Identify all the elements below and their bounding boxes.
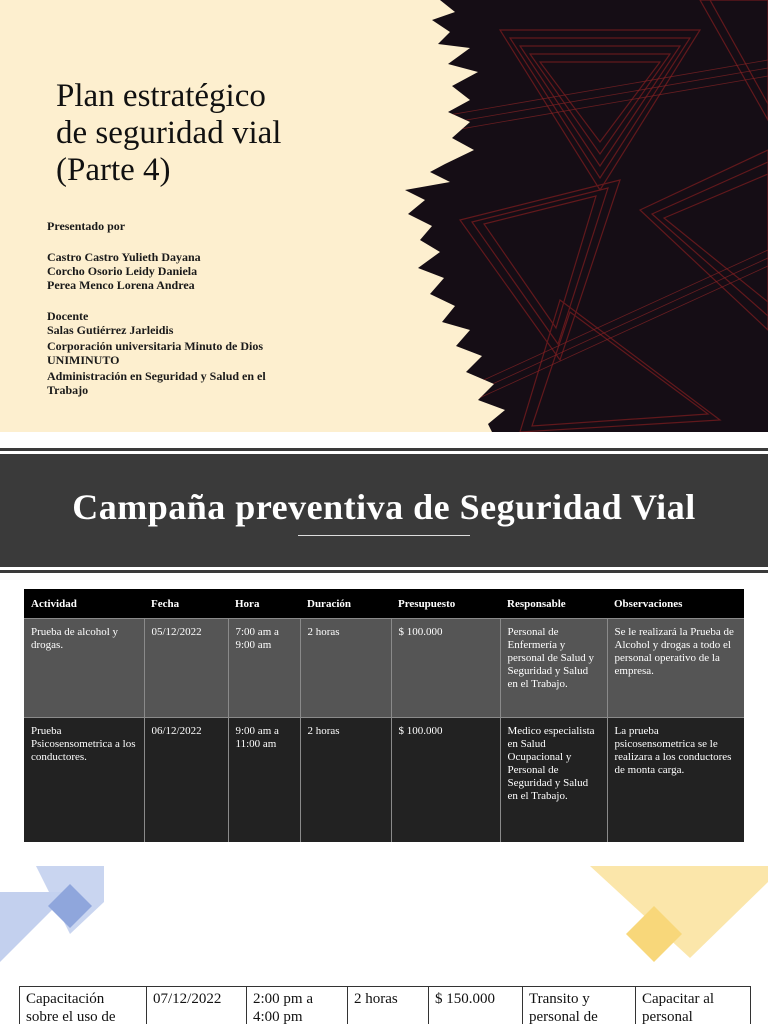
table-cell: 9:00 am a 11:00 am [228, 718, 300, 843]
title-line: Plan estratégico [56, 78, 266, 114]
table-cell: Capacitación sobre el uso de [20, 987, 147, 1024]
program-line: Administración en Seguridad y Salud en el [47, 369, 266, 383]
table-cell: Se le realizará la Prueba de Alcohol y drogas a todo el personal operativo de la empresa. [607, 619, 744, 718]
title-banner [0, 454, 768, 567]
student-name: Corcho Osorio Leidy Daniela [47, 264, 198, 278]
table-cell: La prueba psicosensometrica se le realizara a los conductores de monta carga. [607, 718, 744, 843]
institution-short: UNIMINUTO [47, 353, 120, 367]
title-line: (Parte 4) [56, 152, 171, 188]
table-cell: Medico especialista en Salud Ocupacional y Personal de Seguridad y Salud en el Trabajo. [500, 718, 607, 843]
table-row [20, 987, 751, 1024]
yellow-diamond-shape [590, 866, 768, 958]
institution-name: Corporación universitaria Minuto de Dios [47, 339, 263, 353]
table-cell: Prueba de alcohol y drogas. [24, 619, 144, 718]
title-slide [0, 0, 768, 432]
divider-line [0, 448, 768, 451]
column-header: Fecha [144, 589, 228, 619]
campaign-table [24, 589, 744, 842]
column-header: Observaciones [607, 589, 744, 619]
slide-title: Campaña preventiva de Seguridad Vial [72, 487, 696, 527]
table-cell: Capacitar al personal [636, 987, 751, 1024]
teacher-label: Docente [47, 309, 89, 323]
training-table [19, 986, 751, 1024]
title-underline [298, 535, 470, 536]
campaign-slide [0, 444, 768, 840]
table-header-row [24, 589, 744, 619]
student-name: Perea Menco Lorena Andrea [47, 278, 195, 292]
column-header: Responsable [500, 589, 607, 619]
title-line: de seguridad vial [56, 115, 282, 151]
table-cell: Personal de Enfermería y personal de Salud y Seguridad y Salud en el Trabajo. [500, 619, 607, 718]
column-header: Presupuesto [391, 589, 500, 619]
table-cell: 2 horas [300, 718, 391, 843]
divider-line [0, 570, 768, 573]
training-slide [0, 862, 768, 1024]
column-header: Hora [228, 589, 300, 619]
teacher-name: Salas Gutiérrez Jarleidis [47, 323, 174, 337]
table-row [24, 718, 744, 843]
table-cell: $ 100.000 [391, 619, 500, 718]
table-cell: $ 100.000 [391, 718, 500, 843]
program-line: Trabajo [47, 383, 89, 397]
presented-by-label: Presentado por [47, 219, 126, 233]
table-cell: 2 horas [348, 987, 429, 1024]
table-cell: 07/12/2022 [147, 987, 247, 1024]
table-cell: 2:00 pm a 4:00 pm [247, 987, 348, 1024]
table-cell: Prueba Psicosensometrica a los conductores. [24, 718, 144, 843]
table-cell: 2 horas [300, 619, 391, 718]
table-cell: Transito y personal de [523, 987, 636, 1024]
presenter-block [47, 219, 266, 397]
presentation-title [56, 78, 281, 189]
table-row [24, 619, 744, 718]
table-cell: $ 150.000 [429, 987, 523, 1024]
table-cell: 05/12/2022 [144, 619, 228, 718]
column-header: Actividad [24, 589, 144, 619]
student-name: Castro Castro Yulieth Dayana [47, 250, 201, 264]
column-header: Duración [300, 589, 391, 619]
table-cell: 06/12/2022 [144, 718, 228, 843]
table-cell: 7:00 am a 9:00 am [228, 619, 300, 718]
